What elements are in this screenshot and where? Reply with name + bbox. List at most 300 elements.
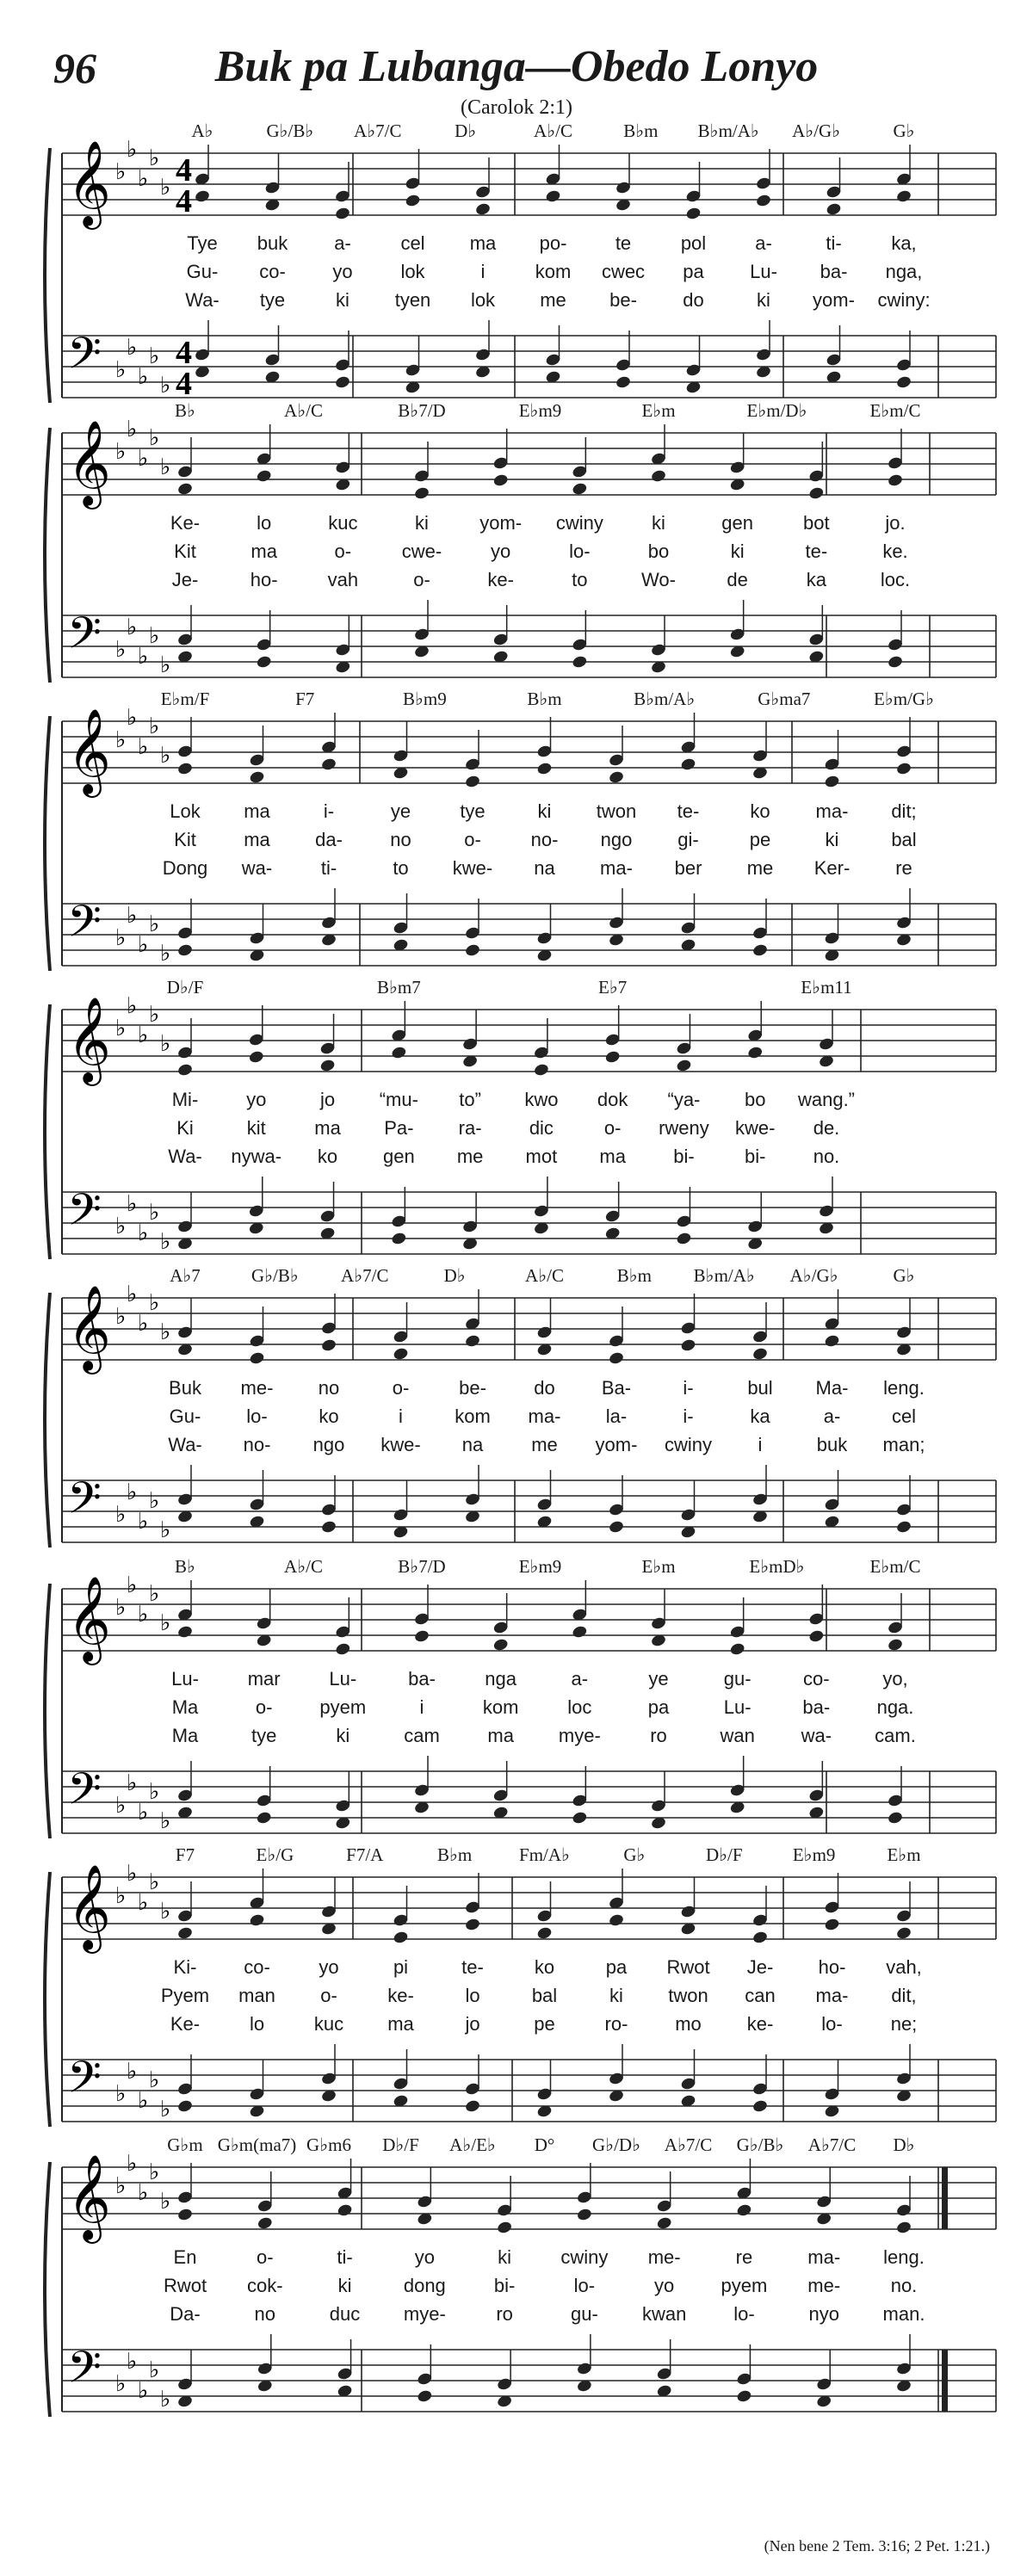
lyric-syllable: Ba- (601, 1377, 632, 1399)
lyric-syllable: dit, (891, 1985, 917, 2006)
lyric-syllable: ho- (818, 1956, 846, 1978)
lyric-syllable: re (735, 2246, 753, 2268)
svg-text:♭: ♭ (160, 2097, 171, 2122)
lyric-syllable: o- (320, 1985, 337, 2006)
lyric-syllable: Rwot (163, 2275, 207, 2296)
chord-symbol: F7 (175, 1844, 195, 1865)
lyric-syllable: ma- (815, 1985, 849, 2006)
lyric-syllable: ki (757, 289, 770, 311)
lyric-syllable: yom- (479, 512, 523, 534)
lyric-syllable: pa (647, 1696, 670, 1718)
lyric-syllable: a- (571, 1668, 589, 1690)
svg-text:𝄢: 𝄢 (67, 327, 102, 390)
svg-text:♭: ♭ (149, 1869, 160, 1895)
lyric-syllable: tye (259, 289, 286, 311)
lyric-syllable: kuc (328, 512, 358, 534)
chord-symbol: E♭m (641, 1556, 676, 1577)
svg-text:♭: ♭ (160, 373, 171, 398)
lyric-syllable: o- (256, 2246, 274, 2268)
lyric-syllable: ma (487, 1725, 514, 1746)
lyric-syllable: lok (400, 261, 425, 282)
svg-text:♭: ♭ (127, 1191, 138, 1217)
svg-text:♭: ♭ (160, 1899, 171, 1924)
lyric-syllable: be- (609, 289, 637, 311)
svg-text:♭: ♭ (115, 2081, 127, 2107)
system-7 (0, 1844, 1033, 2137)
lyric-syllable: man (238, 1985, 275, 2006)
lyric-syllable: bot (803, 512, 830, 534)
lyric-syllable: gen (382, 1146, 415, 1167)
lyric-syllable: pa (605, 1956, 628, 1978)
svg-text:4: 4 (176, 152, 192, 188)
lyric-syllable: i (399, 1405, 403, 1427)
lyric-syllable: lo- (246, 1405, 268, 1427)
lyric-syllable: co- (259, 261, 286, 282)
svg-text:♭: ♭ (115, 159, 127, 185)
lyric-syllable: mot (525, 1146, 558, 1167)
lyric-syllable: ma- (600, 857, 633, 879)
chord-symbol: E♭m/F (160, 689, 210, 709)
chord-symbol: G♭/B♭ (251, 1265, 299, 1286)
lyric-syllable: man. (882, 2303, 925, 2325)
lyric-syllable: na (534, 857, 555, 879)
svg-text:𝄢: 𝄢 (67, 2051, 102, 2114)
lyric-syllable: nga (485, 1668, 517, 1690)
lyric-syllable: ke- (387, 1985, 414, 2006)
lyric-syllable: ka (806, 569, 826, 590)
lyric-syllable: o- (464, 829, 481, 850)
svg-text:♭: ♭ (160, 2387, 171, 2412)
svg-text:♭: ♭ (149, 1581, 160, 1607)
svg-text:♭: ♭ (160, 1319, 171, 1345)
lyric-syllable: cel (400, 232, 425, 254)
svg-text:♭: ♭ (149, 1488, 160, 1514)
svg-text:♭: ♭ (160, 1229, 171, 1255)
svg-text:♭: ♭ (138, 644, 149, 670)
lyric-syllable: bal (891, 829, 917, 850)
lyric-syllable: lo (465, 1985, 480, 2006)
lyric-syllable: to” (459, 1089, 481, 1110)
lyric-syllable: Rwot (666, 1956, 710, 1978)
lyric-syllable: ko (317, 1146, 338, 1167)
lyric-syllable: Lu- (329, 1668, 357, 1690)
svg-text:♭: ♭ (160, 454, 171, 480)
lyric-syllable: ka, (891, 232, 917, 254)
song-number: 96 (53, 44, 96, 92)
chord-symbol: E♭mD♭ (749, 1556, 805, 1577)
chord-symbol: B♭m (616, 1265, 652, 1286)
lyric-syllable: da- (315, 829, 343, 850)
lyric-syllable: ka (750, 1405, 770, 1427)
lyric-syllable: kwan (641, 2303, 687, 2325)
svg-text:𝄢: 𝄢 (67, 1183, 102, 1246)
lyric-syllable: no. (890, 2275, 918, 2296)
svg-text:♭: ♭ (115, 727, 127, 753)
lyric-syllable: ki (336, 1725, 350, 1746)
chord-symbol: G♭/B♭ (736, 2134, 784, 2155)
svg-text:♭: ♭ (115, 1214, 127, 1239)
chord-symbol: F7 (295, 689, 315, 709)
lyric-syllable: wan (720, 1725, 755, 1746)
svg-text:♭: ♭ (115, 439, 127, 465)
lyric-syllable: Pyem (160, 1985, 210, 2006)
chord-symbol: G♭ma7 (758, 689, 811, 709)
lyric-syllable: kom (482, 1696, 519, 1718)
lyric-syllable: kwe- (452, 857, 493, 879)
svg-text:♭: ♭ (138, 1602, 149, 1628)
lyric-syllable: ki (336, 289, 349, 311)
lyric-syllable: i- (683, 1377, 694, 1399)
chord-symbol: D♭/F (705, 1844, 743, 1865)
chord-symbol: A♭7/C (354, 120, 402, 141)
lyric-syllable: gu- (723, 1668, 752, 1690)
lyric-syllable: rweny (659, 1117, 709, 1139)
svg-text:♭: ♭ (138, 166, 149, 192)
lyric-syllable: ro- (604, 2013, 628, 2035)
lyric-syllable: Ma (171, 1725, 199, 1746)
lyric-syllable: mo (675, 2013, 702, 2035)
lyric-syllable: Mi- (171, 1089, 199, 1110)
lyric-syllable: wa- (801, 1725, 832, 1746)
lyric-syllable: Ke- (170, 2013, 201, 2035)
lyric-syllable: i (758, 1434, 763, 1455)
chord-symbol: G♭m (167, 2134, 203, 2155)
svg-text:♭: ♭ (115, 1016, 127, 1041)
lyric-syllable: ma- (528, 1405, 561, 1427)
lyric-syllable: Je- (746, 1956, 774, 1978)
lyric-syllable: te- (461, 1956, 484, 1978)
chord-symbol: A♭/C (284, 400, 323, 421)
lyric-syllable: ki (537, 800, 552, 822)
svg-text:𝄢: 𝄢 (67, 1472, 102, 1535)
chord-symbol: E♭7 (598, 977, 628, 998)
svg-text:𝄞: 𝄞 (67, 997, 111, 1083)
chord-symbol: G♭ (623, 1844, 646, 1865)
svg-text:♭: ♭ (138, 932, 149, 958)
svg-text:♭: ♭ (160, 1031, 171, 1057)
lyric-syllable: gen (721, 512, 754, 534)
lyric-syllable: re (895, 857, 912, 879)
chord-symbol: B♭m (623, 120, 659, 141)
lyric-syllable: o- (334, 541, 352, 562)
lyric-syllable: de. (813, 1117, 840, 1139)
lyric-syllable: a- (823, 1405, 841, 1427)
lyric-syllable: ma (244, 829, 270, 850)
lyric-syllable: kom (535, 261, 572, 282)
lyric-syllable: bi- (493, 2275, 516, 2296)
lyric-syllable: leng. (883, 2246, 925, 2268)
lyric-syllable: yo (491, 541, 511, 562)
lyric-syllable: kom (455, 1405, 491, 1427)
chord-symbol: G♭/D♭ (592, 2134, 640, 2155)
lyric-syllable: yo (414, 2246, 435, 2268)
svg-text:♭: ♭ (127, 1572, 138, 1598)
lyric-syllable: Ma- (815, 1377, 849, 1399)
svg-text:♭: ♭ (115, 1793, 127, 1819)
lyric-syllable: pyem (721, 2275, 768, 2296)
lyric-syllable: cam (404, 1725, 440, 1746)
svg-text:♭: ♭ (127, 615, 138, 640)
svg-text:♭: ♭ (127, 1861, 138, 1887)
svg-text:𝄢: 𝄢 (67, 895, 102, 958)
system-3 (0, 689, 1033, 981)
chord-symbol: A♭/C (525, 1265, 564, 1286)
lyric-syllable: lo- (733, 2303, 755, 2325)
svg-text:𝄞: 𝄞 (67, 2154, 111, 2240)
chord-symbol: A♭7/C (807, 2134, 857, 2155)
lyric-syllable: me (456, 1146, 484, 1167)
svg-text:♭: ♭ (149, 1290, 160, 1316)
system-5 (0, 1265, 1033, 1558)
lyric-syllable: gi- (677, 829, 699, 850)
staff-lines (0, 2134, 1033, 2427)
svg-text:♭: ♭ (127, 2151, 138, 2177)
svg-text:♭: ♭ (138, 1022, 149, 1048)
lyric-syllable: Wa- (185, 289, 220, 311)
chord-symbol: E♭/G (256, 1844, 294, 1865)
chord-symbol: D♭ (893, 2134, 915, 2155)
lyric-syllable: ke- (487, 569, 514, 590)
lyric-syllable: ba- (408, 1668, 436, 1690)
lyric-syllable: te (615, 232, 632, 254)
lyric-syllable: Pa- (384, 1117, 414, 1139)
lyric-syllable: leng. (883, 1377, 925, 1399)
lyric-syllable: dok (597, 1089, 628, 1110)
lyric-syllable: jo (319, 1089, 336, 1110)
lyric-syllable: nywa- (231, 1146, 282, 1167)
chord-symbol: A♭/G♭ (789, 1265, 838, 1286)
lyric-syllable: ma- (807, 2246, 841, 2268)
svg-text:♭: ♭ (115, 1304, 127, 1330)
lyric-syllable: do (534, 1377, 555, 1399)
svg-text:♭: ♭ (160, 743, 171, 769)
chord-symbol: D♭ (443, 1265, 466, 1286)
svg-text:♭: ♭ (149, 1200, 160, 1226)
lyric-syllable: pi (393, 1956, 409, 1978)
svg-text:♭: ♭ (115, 1502, 127, 1528)
lyric-syllable: ki (652, 512, 665, 534)
staff-lines (0, 689, 1033, 981)
lyric-syllable: vah (327, 569, 359, 590)
chord-symbol: G♭m(ma7) (217, 2134, 297, 2155)
lyric-syllable: ki (730, 541, 745, 562)
lyric-syllable: Kit (174, 541, 196, 562)
staff-lines (0, 120, 1033, 413)
chord-symbol: G♭ (893, 1265, 915, 1286)
lyric-syllable: ko (750, 800, 770, 822)
lyric-syllable: o- (255, 1696, 273, 1718)
lyric-syllable: no (254, 2303, 276, 2325)
lyric-syllable: lo- (821, 2013, 843, 2035)
chord-symbol: B♭m (437, 1844, 473, 1865)
svg-text:♭: ♭ (127, 705, 138, 731)
lyric-syllable: Lu- (723, 1696, 752, 1718)
lyric-syllable: yo, (882, 1668, 908, 1690)
lyric-syllable: cam. (875, 1725, 916, 1746)
lyric-syllable: Lu- (750, 261, 777, 282)
chord-symbol: B♭m/A♭ (693, 1265, 755, 1286)
chord-symbol: B♭m/A♭ (634, 689, 696, 709)
lyric-syllable: ro (650, 1725, 667, 1746)
lyric-syllable: ne; (890, 2013, 918, 2035)
lyric-syllable: ngo (600, 829, 633, 850)
svg-text:♭: ♭ (127, 903, 138, 929)
chord-symbol: B♭ (175, 400, 195, 421)
lyric-syllable: ye (390, 800, 411, 822)
svg-text:♭: ♭ (149, 2067, 160, 2093)
lyric-syllable: to (393, 857, 409, 879)
lyric-syllable: cwiny (560, 2246, 609, 2268)
svg-text:♭: ♭ (127, 1770, 138, 1796)
chord-symbol: G♭ (893, 120, 915, 141)
lyric-syllable: Dong (162, 857, 208, 879)
lyric-syllable: dic (529, 1117, 554, 1139)
lyric-syllable: cwe- (401, 541, 442, 562)
svg-text:♭: ♭ (138, 2378, 149, 2404)
lyric-syllable: ti- (826, 232, 842, 254)
lyric-syllable: i (419, 1696, 424, 1718)
song-title: Buk pa Lubanga—Obedo Lonyo (214, 42, 819, 91)
lyric-syllable: me (746, 857, 774, 879)
lyric-syllable: lo- (573, 2275, 596, 2296)
lyric-syllable: ke. (882, 541, 908, 562)
svg-text:♭: ♭ (115, 357, 127, 383)
lyric-syllable: duc (329, 2303, 361, 2325)
lyric-syllable: jo. (885, 512, 906, 534)
svg-text:♭: ♭ (149, 145, 160, 171)
lyric-syllable: ma (314, 1117, 341, 1139)
lyric-syllable: a- (334, 232, 351, 254)
svg-text:♭: ♭ (138, 2180, 149, 2206)
lyric-syllable: Wa- (168, 1146, 202, 1167)
svg-text:♭: ♭ (127, 1282, 138, 1307)
lyric-syllable: vah, (886, 1956, 922, 1978)
chord-symbol: E♭m9 (518, 1556, 562, 1577)
chord-symbol: B♭7/D (398, 400, 446, 421)
system-1 (0, 120, 1033, 413)
svg-text:♭: ♭ (160, 941, 171, 967)
chord-symbol: E♭m9 (518, 400, 562, 421)
svg-text:♭: ♭ (160, 2189, 171, 2215)
lyric-syllable: yo (332, 261, 353, 282)
lyric-syllable: lo (257, 512, 272, 534)
lyric-syllable: te- (677, 800, 700, 822)
lyric-syllable: kit (246, 1117, 266, 1139)
lyric-syllable: no (318, 1377, 340, 1399)
svg-text:♭: ♭ (115, 1883, 127, 1909)
chord-symbol: A♭/E♭ (449, 2134, 496, 2155)
lyric-syllable: to (572, 569, 588, 590)
lyric-syllable: mye- (558, 1725, 601, 1746)
lyric-syllable: ko (319, 1405, 339, 1427)
lyric-syllable: nyo (808, 2303, 839, 2325)
lyric-syllable: yo (319, 1956, 339, 1978)
svg-text:𝄞: 𝄞 (67, 1576, 111, 1662)
lyric-syllable: wa- (241, 857, 273, 879)
lyric-syllable: ba- (820, 261, 848, 282)
lyric-syllable: Lok (170, 800, 201, 822)
svg-text:♭: ♭ (160, 1808, 171, 1834)
svg-text:♭: ♭ (149, 425, 160, 451)
lyric-syllable: na (461, 1434, 484, 1455)
chord-symbol: E♭m (641, 400, 676, 421)
lyric-syllable: Ma (171, 1696, 199, 1718)
lyric-syllable: ma (244, 800, 270, 822)
lyric-syllable: no- (243, 1434, 271, 1455)
lyric-syllable: mar (247, 1668, 281, 1690)
system-6 (0, 1556, 1033, 1849)
svg-text:♭: ♭ (115, 1595, 127, 1621)
svg-text:4: 4 (176, 335, 192, 371)
lyric-syllable: Wo- (641, 569, 676, 590)
lyric-syllable: i- (323, 800, 335, 822)
svg-text:♭: ♭ (149, 623, 160, 649)
svg-text:♭: ♭ (138, 2088, 149, 2114)
staff-lines (0, 1844, 1033, 2137)
lyric-syllable: do (683, 289, 704, 311)
lyric-syllable: twon (668, 1985, 708, 2006)
svg-text:♭: ♭ (149, 2159, 160, 2185)
chord-symbol: D♭/F (382, 2134, 419, 2155)
lyric-syllable: Ke- (170, 512, 201, 534)
lyric-syllable: Kit (174, 829, 196, 850)
chord-symbol: E♭m/D♭ (746, 400, 807, 421)
svg-text:♭: ♭ (127, 1480, 138, 1505)
chord-symbol: B♭m (527, 689, 562, 709)
chord-symbol: B♭m7 (376, 977, 421, 998)
svg-text:♭: ♭ (149, 343, 160, 369)
lyric-syllable: tye (460, 800, 486, 822)
svg-text:♭: ♭ (127, 993, 138, 1019)
lyric-syllable: ngo (312, 1434, 345, 1455)
chord-symbol: E♭m/C (869, 1556, 921, 1577)
svg-text:♭: ♭ (138, 364, 149, 390)
lyric-syllable: cok- (246, 2275, 283, 2296)
lyric-syllable: dit; (891, 800, 917, 822)
cross-reference-note: (Nen bene 2 Tem. 3:16; 2 Pet. 1:21.) (764, 2537, 990, 2554)
svg-text:𝄞: 𝄞 (67, 1864, 111, 1950)
chord-symbol: B♭m/A♭ (697, 120, 759, 141)
svg-text:♭: ♭ (160, 175, 171, 201)
lyric-syllable: Ki (176, 1117, 194, 1139)
chord-symbol: D♭ (455, 120, 477, 141)
lyric-syllable: cwiny (664, 1434, 713, 1455)
lyric-syllable: “ya- (667, 1089, 701, 1110)
svg-text:♭: ♭ (138, 1220, 149, 1246)
lyric-syllable: loc (567, 1696, 592, 1718)
lyric-syllable: la- (605, 1405, 628, 1427)
lyric-syllable: ma- (815, 800, 849, 822)
lyric-syllable: cwec (601, 261, 646, 282)
lyric-syllable: gu- (570, 2303, 598, 2325)
lyric-syllable: ba- (802, 1696, 831, 1718)
svg-text:4: 4 (176, 183, 192, 219)
lyric-syllable: kwo (524, 1089, 559, 1110)
chord-symbol: A♭7 (170, 1265, 201, 1286)
chord-symbol: A♭/C (534, 120, 572, 141)
lyric-syllable: tye (251, 1725, 277, 1746)
lyric-syllable: Da- (170, 2303, 201, 2325)
lyric-syllable: yom- (813, 289, 855, 311)
svg-text:♭: ♭ (138, 446, 149, 472)
lyric-syllable: En (173, 2246, 197, 2268)
lyric-syllable: loc. (880, 569, 911, 590)
lyric-syllable: Buk (169, 1377, 201, 1399)
lyric-syllable: lo- (569, 541, 591, 562)
lyric-syllable: be- (459, 1377, 486, 1399)
svg-text:𝄞: 𝄞 (67, 1285, 111, 1371)
lyric-syllable: pe (534, 2013, 555, 2035)
